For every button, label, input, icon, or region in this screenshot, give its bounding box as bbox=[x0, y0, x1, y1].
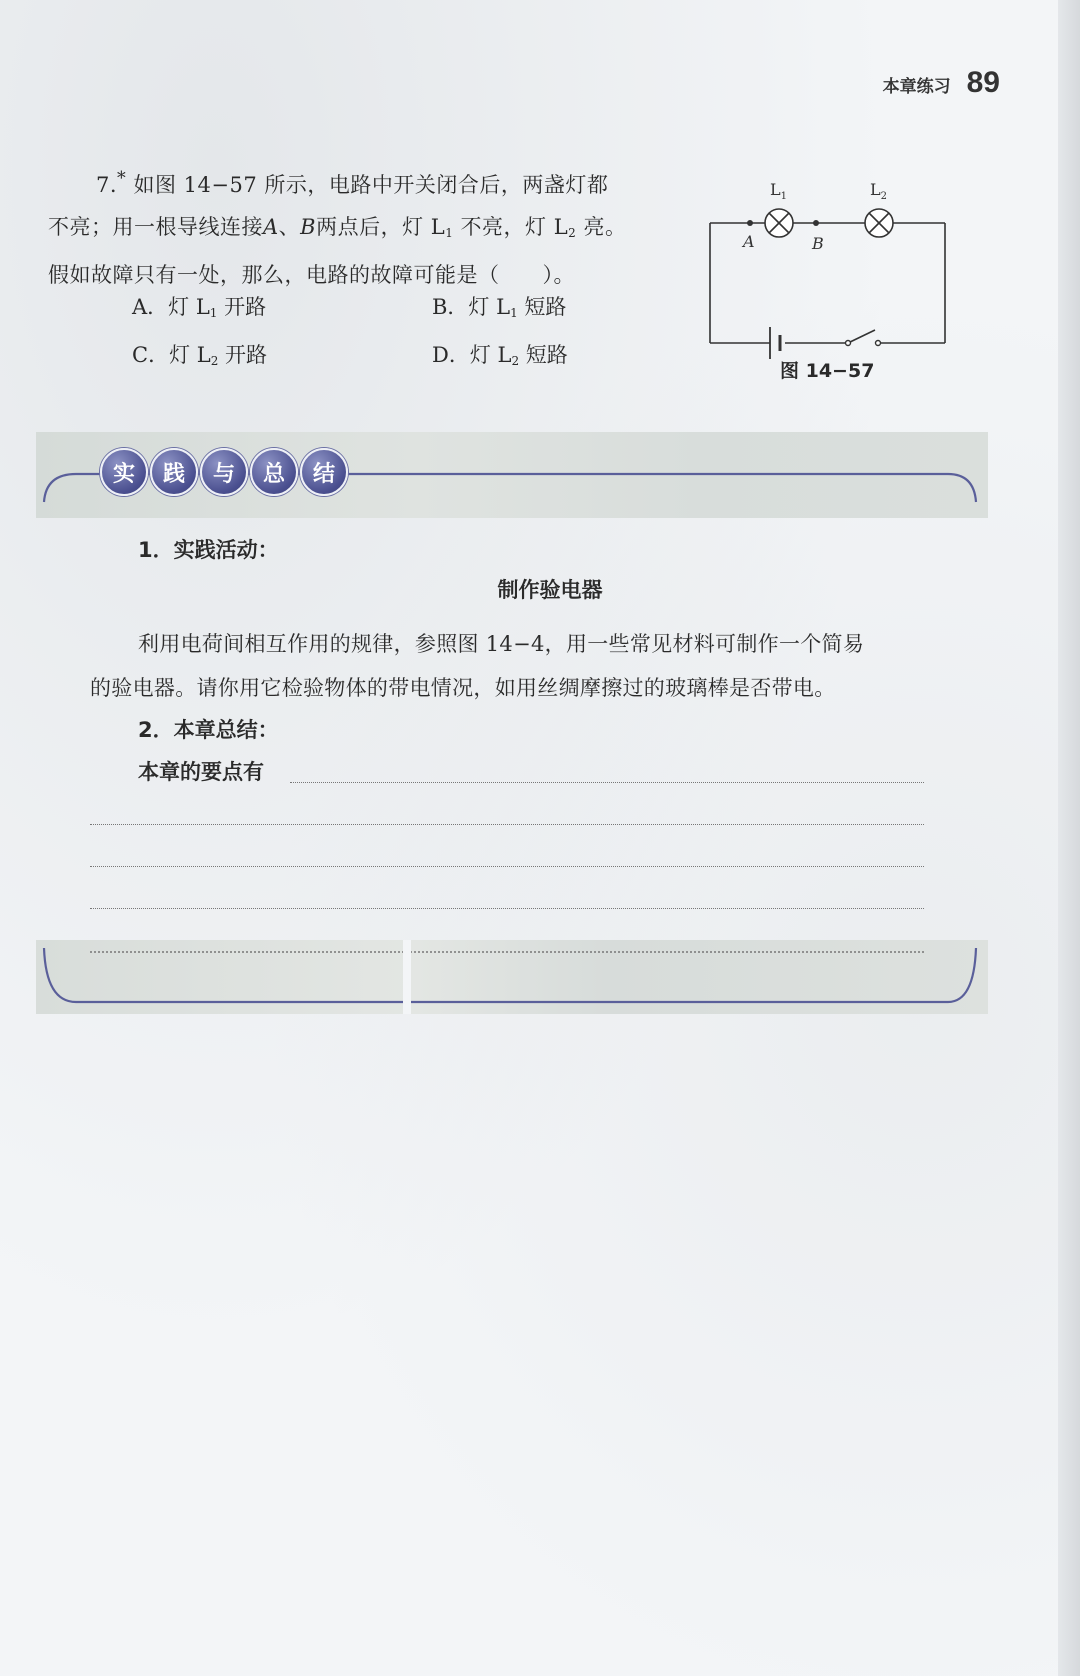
option-text: 开路 bbox=[218, 343, 268, 367]
answer-line[interactable] bbox=[90, 908, 924, 909]
question-line-3: 假如故障只有一处，那么，电路的故障可能是（ ）。 bbox=[48, 263, 575, 287]
binding-gap bbox=[403, 940, 411, 1014]
option-text: B．灯 L bbox=[432, 295, 511, 319]
subscript: 2 bbox=[511, 354, 520, 368]
lamp-l2-symbol bbox=[865, 209, 893, 237]
label-l2: $L_2$ bbox=[870, 180, 887, 202]
summary-prompt: 本章的要点有 bbox=[138, 760, 264, 784]
option-a[interactable] bbox=[132, 286, 432, 334]
option-text: C．灯 L bbox=[132, 343, 211, 367]
chapter-title: 本章练习 bbox=[882, 77, 951, 97]
item-1-label: 1．实践活动： bbox=[138, 538, 279, 562]
option-text: 开路 bbox=[217, 295, 267, 319]
page-edge bbox=[1058, 0, 1080, 1676]
page-number: 89 bbox=[966, 66, 1000, 99]
badge-zong: 总 bbox=[250, 448, 298, 496]
subscript: 2 bbox=[568, 226, 577, 240]
subscript: 1 bbox=[445, 226, 454, 240]
activity-title: 制作验电器 bbox=[497, 578, 603, 602]
para-line-1: 利用电荷间相互作用的规律，参照图 14−4，用一些常见材料可制作一个简易 bbox=[138, 632, 865, 656]
node-b bbox=[813, 220, 819, 226]
answer-line[interactable] bbox=[90, 866, 924, 867]
option-d[interactable] bbox=[432, 334, 652, 382]
question-text-1: 如图 14−57 所示，电路中开关闭合后，两盏灯都 bbox=[133, 173, 609, 197]
battery-symbol bbox=[770, 327, 780, 359]
question-text-2b: 两点后，灯 L bbox=[316, 215, 446, 239]
switch-contact bbox=[846, 341, 851, 346]
star-mark: * bbox=[117, 169, 127, 189]
separator: 、 bbox=[278, 215, 301, 239]
answer-line[interactable] bbox=[290, 782, 924, 783]
question-line-2 bbox=[48, 206, 668, 254]
badge-jian: 践 bbox=[150, 448, 198, 496]
node-a bbox=[747, 220, 753, 226]
label-a: A bbox=[743, 232, 755, 251]
section-banner bbox=[36, 432, 988, 518]
subscript: 2 bbox=[210, 354, 219, 368]
question-7 bbox=[48, 158, 668, 296]
question-text-2d: 亮。 bbox=[576, 215, 627, 239]
page-header bbox=[883, 66, 1000, 106]
label-l1: $L_1$ bbox=[770, 180, 787, 202]
option-text: 短路 bbox=[519, 343, 568, 367]
box-frame bbox=[36, 940, 988, 1014]
option-c[interactable] bbox=[132, 334, 432, 382]
badge-jie: 结 bbox=[300, 448, 348, 496]
option-text: D．灯 L bbox=[432, 343, 512, 367]
subscript: 1 bbox=[209, 306, 218, 320]
question-text-2c: 不亮，灯 L bbox=[453, 215, 569, 239]
option-b[interactable] bbox=[432, 286, 652, 334]
badge-yu: 与 bbox=[200, 448, 248, 496]
question-line-1 bbox=[48, 158, 668, 206]
switch-contact bbox=[876, 341, 881, 346]
point-a-ref: A bbox=[263, 215, 279, 239]
figure-caption: 图 14−57 bbox=[780, 360, 875, 382]
question-number: 7. bbox=[96, 173, 118, 197]
summary-box-bottom bbox=[36, 940, 988, 1014]
question-text-2a: 不亮；用一根导线连接 bbox=[48, 215, 263, 239]
item-2-label: 2．本章总结： bbox=[138, 718, 279, 742]
subscript: 1 bbox=[510, 306, 518, 320]
answer-line[interactable] bbox=[90, 824, 924, 825]
point-b-ref: B bbox=[300, 215, 317, 239]
option-text: A．灯 L bbox=[132, 295, 210, 319]
option-text: 短路 bbox=[517, 295, 567, 319]
answer-options bbox=[132, 286, 652, 382]
badge-shi: 实 bbox=[100, 448, 148, 496]
para-line-2: 的验电器。请你用它检验物体的带电情况，如用丝绸摩擦过的玻璃棒是否带电。 bbox=[90, 676, 836, 700]
label-b: B bbox=[812, 234, 824, 253]
activity-paragraph bbox=[90, 622, 930, 710]
lamp-l1-symbol bbox=[765, 209, 793, 237]
